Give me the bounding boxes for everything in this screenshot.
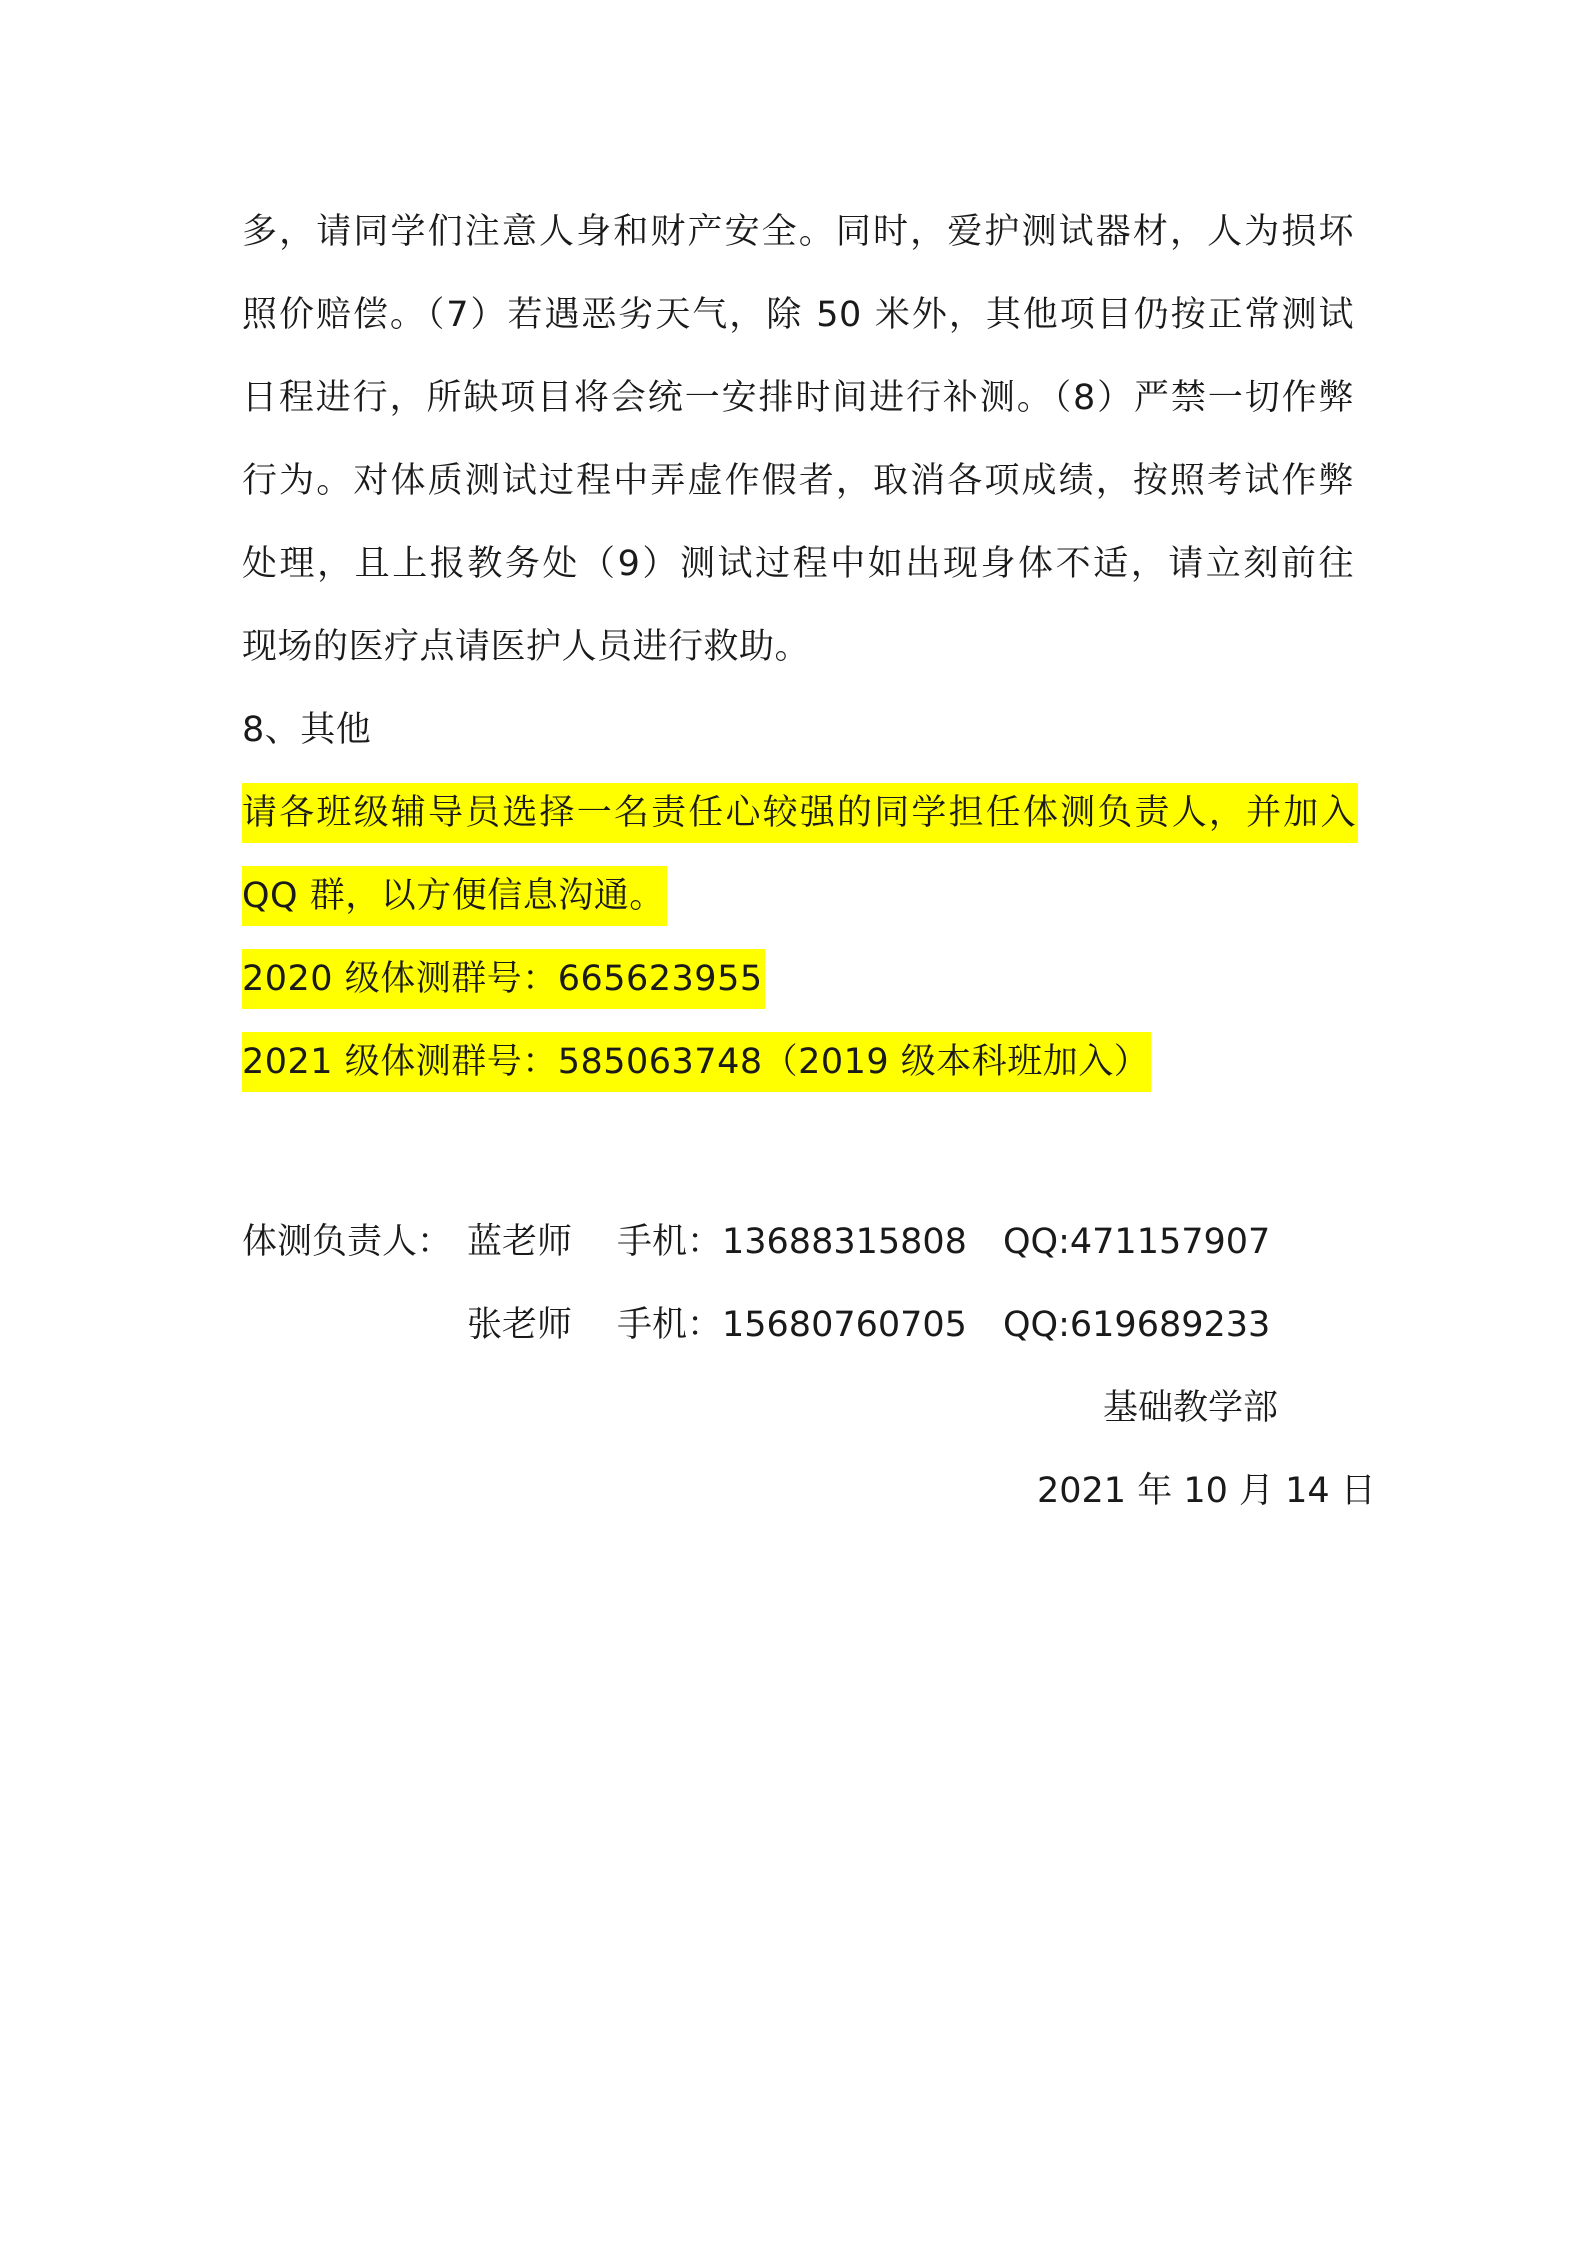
signature-date: 2021 年 10 月 14 日: [1037, 1471, 1376, 1511]
qq-group-2021-text: 2021 级体测群号：585063748（2019 级本科班加入）: [242, 1032, 1151, 1092]
qq-group-2020: [242, 949, 765, 1009]
paragraph-line: 处理，且上报教务处（9）测试过程中如出现身体不适，请立刻前往: [242, 544, 1354, 584]
highlighted-notice: [242, 866, 667, 926]
qq-group-2021: [242, 1032, 1151, 1092]
contact-qq: QQ:471157907: [1003, 1222, 1271, 1262]
contact-name: 蓝老师: [467, 1222, 573, 1262]
highlighted-notice-line: QQ 群，以方便信息沟通。: [242, 866, 667, 926]
contact-label: 体测负责人：: [242, 1222, 453, 1262]
qq-group-2020-text: 2020 级体测群号：665623955: [242, 949, 765, 1009]
contact-qq: QQ:619689233: [1003, 1305, 1271, 1345]
highlighted-notice: [242, 783, 1358, 843]
paragraph-line: 日程进行，所缺项目将会统一安排时间进行补测。（8）严禁一切作弊: [242, 378, 1354, 418]
paragraph-line: 现场的医疗点请医护人员进行救助。: [242, 627, 811, 667]
paragraph-line: 照价赔偿。（7）若遇恶劣天气，除 50 米外，其他项目仍按正常测试: [242, 295, 1354, 335]
paragraph-line: 多，请同学们注意人身和财产安全。同时，爱护测试器材，人为损坏: [242, 212, 1354, 252]
contact-row: [0, 1212, 1587, 1272]
contact-phone: 手机：13688315808: [617, 1222, 967, 1262]
contact-row: [0, 1295, 1587, 1355]
section-heading: 8、其他: [242, 710, 372, 750]
contact-name: 张老师: [467, 1305, 573, 1345]
paragraph-line: 行为。对体质测试过程中弄虚作假者，取消各项成绩，按照考试作弊: [242, 461, 1354, 501]
signature-department: 基础教学部: [1103, 1388, 1279, 1428]
highlighted-notice-line: 请各班级辅导员选择一名责任心较强的同学担任体测负责人，并加入: [242, 783, 1358, 843]
contact-phone: 手机：15680760705: [617, 1305, 967, 1345]
